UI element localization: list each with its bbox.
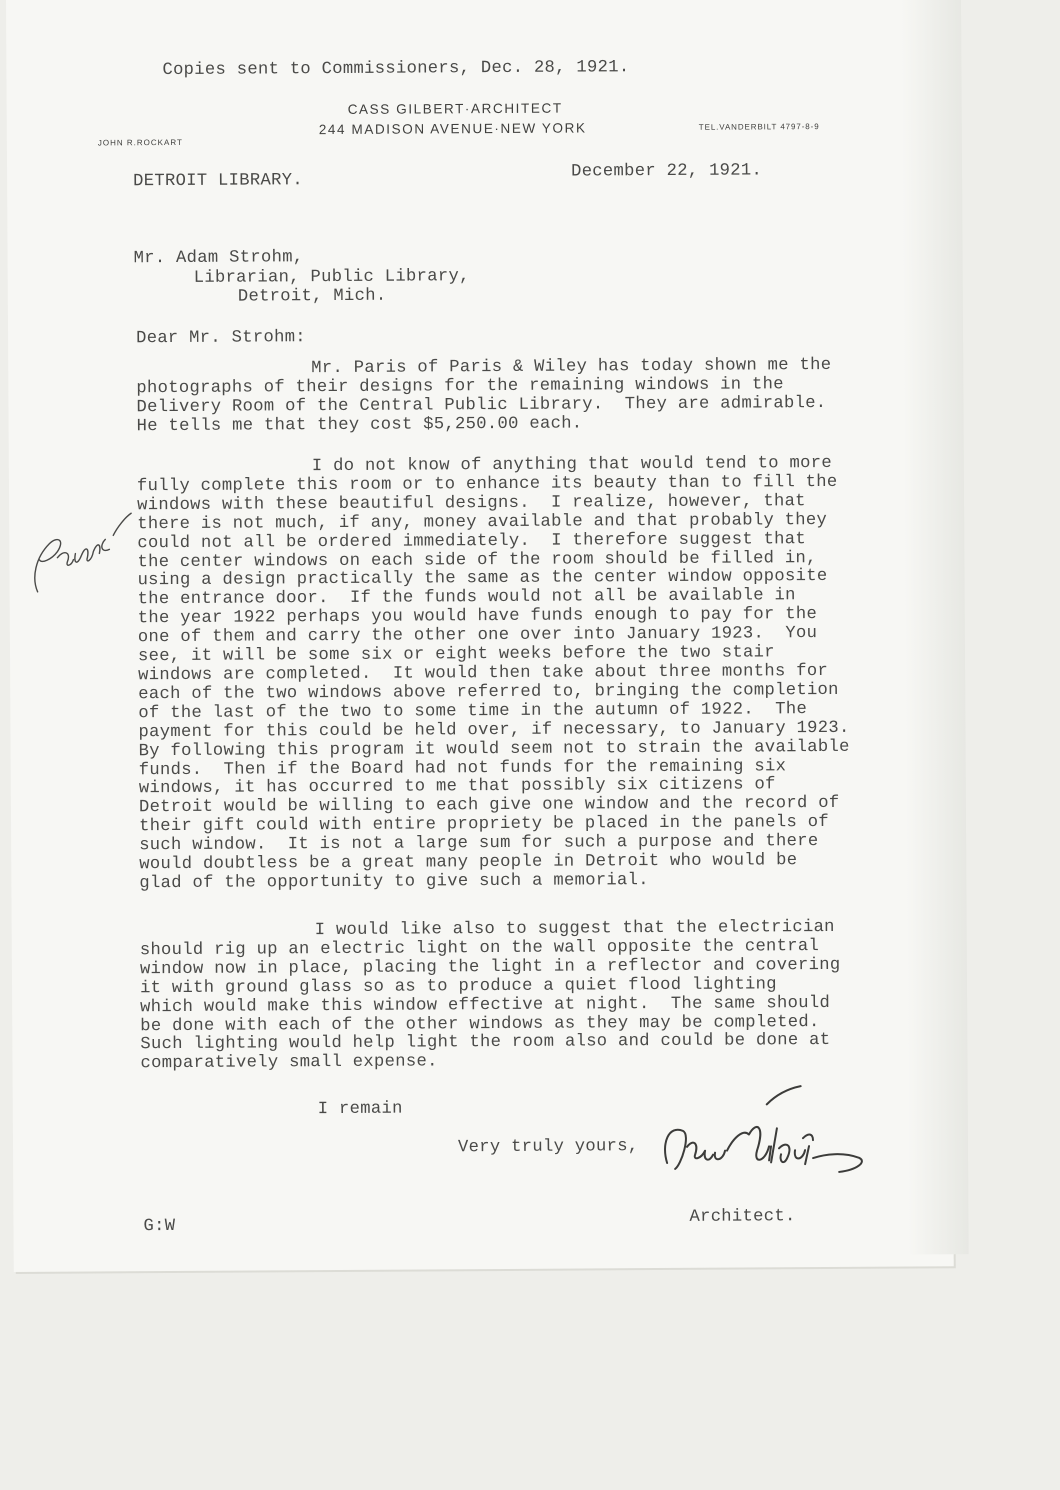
letter-page [6, 0, 954, 1272]
letter-subject: DETROIT LIBRARY. [133, 171, 303, 192]
signatory-title: Architect. [689, 1207, 796, 1227]
salutation: Dear Mr. Strohm: [136, 328, 306, 349]
paragraph-1: Mr. Paris of Paris & Wiley has today shown me the photographs of their designs for the remaining windows in the Delivery Room of the Central Public Library. They are admirable. He tells me that they cost $5,250.00 each. [136, 355, 832, 436]
paragraph-3: I would like also to suggest that the electrician should rig up an electric light on the wall opposite the central window now in place, placing the light in a reflector and covering it with ground glass so as to produce a quiet flood lighting which would make this window effective at night. The same should be done with each of the other windows as they may be completed. Such lighting would help light the room also and could be done at comparatively small expense. [139, 917, 841, 1074]
recipient-line-2: Librarian, Public Library, [193, 267, 470, 288]
signature-image [653, 1080, 894, 1191]
letter-date: December 22, 1921. [571, 161, 763, 182]
letterhead-name: CASS GILBERT·ARCHITECT [347, 100, 563, 117]
recipient-line-1: Mr. Adam Strohm, [133, 248, 304, 269]
recipient-line-3: Detroit, Mich. [237, 286, 387, 307]
closing-remain: I remain [317, 1099, 403, 1120]
typist-initials: G:W [143, 1216, 176, 1237]
closing-very-truly: Very truly yours, [457, 1137, 639, 1158]
letterhead-contact-left: JOHN R.ROCKART [97, 137, 183, 148]
page-edge-shading [901, 0, 969, 1255]
paragraph-2: I do not know of anything that would tend to more fully complete this room or to enhance its beauty than to fill the windows with these beautiful designs. I realize, however, that there is not much, if any, money available and that probably they could not all be ordered immediately. I therefore suggest that the center windows on each side of the room should be filled in, using a design practically the same as the center window opposite the entrance door. If the funds would not all be available in the year 1922 perhaps you would have funds enough to pay for the one of them and carry the other one over into January 1923. You see, it will be some six or eight weeks before the two stair windows are completed. It would then take about three months for each of the two windows above referred to, bringing the completion of the last of the two to some time in the autumn of 1922. The payment for this could be held over, if necessary, to January 1923. By following this program it would seem not to strain the available funds. Then if the Board had not funds for the remaining six windows, it has occurred to me that possibly six citizens of Detroit would be willing to each give one window and the record of their gift could with entire propriety be placed in the panels of such window. It is not a large sum for such a purpose and there would doubtless be a great many people in Detroit who would be glad of the opportunity to give such a memorial. [136, 453, 850, 894]
copies-note: Copies sent to Commissioners, Dec. 28, 1921. [162, 58, 630, 81]
letterhead-address: 244 MADISON AVENUE·NEW YORK [318, 120, 587, 138]
letterhead-phone: TEL.VANDERBILT 4797-8-9 [698, 122, 820, 132]
margin-initials-annotation [27, 499, 138, 600]
